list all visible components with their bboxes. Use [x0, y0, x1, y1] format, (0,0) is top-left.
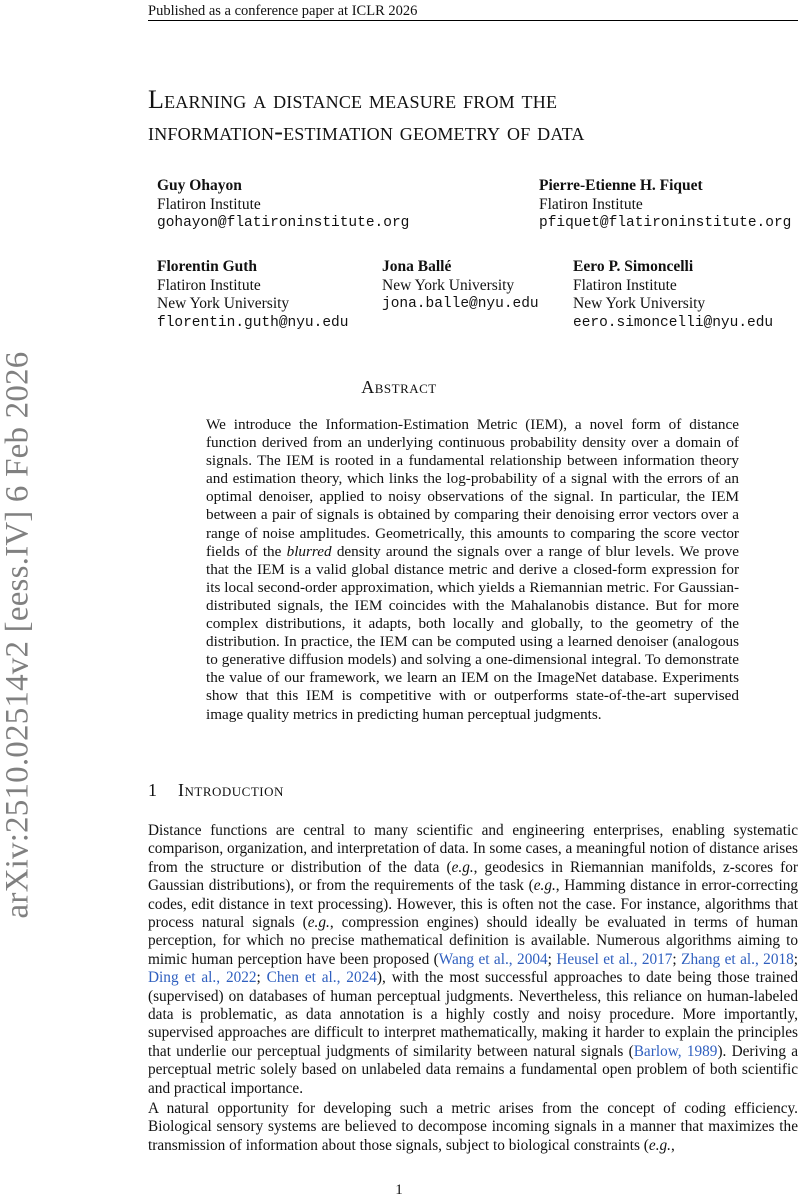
- author-affiliation: Flatiron Institute: [157, 195, 261, 213]
- citation-link[interactable]: Zhang et al., 2018: [681, 950, 794, 968]
- citation-link[interactable]: Chen et al., 2024: [266, 969, 377, 987]
- citation-link[interactable]: Ding et al., 2022: [148, 969, 257, 987]
- author-name: Eero P. Simoncelli: [573, 258, 694, 275]
- conference-header: Published as a conference paper at ICLR 2026: [148, 3, 418, 19]
- author-affiliation-2: New York University: [157, 295, 290, 312]
- arxiv-identifier: arXiv:2510.02514v2 [eess.IV] 6 Feb 2026: [0, 351, 36, 919]
- header-rule: [148, 20, 798, 21]
- author-email[interactable]: jona.balle@nyu.edu: [382, 296, 539, 312]
- author-block: [382, 258, 539, 314]
- author-email[interactable]: florentin.guth@nyu.edu: [157, 314, 349, 331]
- section-title: Introduction: [178, 780, 284, 800]
- author-name: Guy Ohayon: [157, 177, 242, 194]
- section-heading: [148, 780, 284, 800]
- arxiv-sidebar: [0, 0, 36, 1200]
- abstract-heading: Abstract: [361, 377, 437, 397]
- intro-paragraph-1: Distance functions are central to many scientific and engineering enterprises, enabling systematic comparison, organization, and interpretation of data. In some cases, a meaningful notion of distance arises from the structure or distribution of the data (e.g., geodesics in Riemannian manifolds, z-scores for Gaussian distributions), or from the requirements of the task (e.g., Hamming distance in error-correcting codes, edit distance in text processing). However, this is often not the case. For instance, algorithms that process natural signals (e.g., compression engines) should ideally be evaluated in terms of human perception, for which no precise mathematical definition is available. Numerous algorithms aiming to mimic human perception have been proposed (Wang et al., 2004; Heusel et al., 2017; Zhang et al., 2018; Ding et al., 2022; Chen et al., 2024), with the most successful approaches to date being those trained (supervised) on databases of human perceptual judgments. Nevertheless, this reliance on human-labeled data is problematic, as data annotation is a highly costly and noisy procedure. More importantly, supervised approaches are difficult to interpret mathematically, making it harder to explain the principles that underlie our perceptual judgments of similarity between natural signals (Barlow, 1989). Deriving a perceptual metric solely based on unlabeled data remains a fundamental open problem of both scientific and practical importance.: [148, 822, 798, 1097]
- author-block: [157, 177, 409, 233]
- section-number: 1: [148, 780, 157, 800]
- author-name: Pierre-Etienne H. Fiquet: [539, 177, 703, 194]
- paper-title: [148, 84, 768, 148]
- author-affiliation: Flatiron Institute: [157, 276, 261, 294]
- citation-link[interactable]: Wang et al., 2004: [438, 950, 548, 968]
- citation-link[interactable]: Barlow, 1989: [633, 1042, 718, 1060]
- title-line-1: Learning a distance measure from the: [148, 85, 558, 114]
- author-block: [573, 258, 773, 332]
- author-block: [539, 177, 791, 233]
- author-email[interactable]: gohayon@flatironinstitute.org: [157, 215, 410, 231]
- citation-link[interactable]: Heusel et al., 2017: [556, 950, 673, 968]
- author-block: [157, 258, 348, 332]
- author-affiliation: Flatiron Institute: [539, 195, 643, 213]
- author-name: Jona Ballé: [382, 258, 452, 275]
- author-affiliation: Flatiron Institute: [573, 276, 677, 294]
- author-affiliation: New York University: [382, 276, 515, 294]
- author-email[interactable]: eero.simoncelli@nyu.edu: [573, 314, 774, 331]
- page-number: 1: [395, 1182, 403, 1198]
- author-email[interactable]: pfiquet@flatironinstitute.org: [539, 215, 792, 231]
- title-line-2: information-estimation geometry of data: [148, 117, 585, 146]
- author-name: Florentin Guth: [157, 258, 258, 275]
- abstract-body: We introduce the Information-Estimation Metric (IEM), a novel form of distance function derived from an underlying continuous probability density over a domain of signals. The IEM is rooted in a fundamental relationship between information theory and estimation theory, which links the log-probability of a signal with the errors of an optimal denoiser, applied to noisy observations of the signal. In particular, the IEM between a pair of signals is obtained by comparing their denoising error vectors over a range of noise amplitudes. Geometrically, this amounts to comparing the score vector fields of the blurred density around the signals over a range of blur levels. We prove that the IEM is a valid global distance metric and derive a closed-form expression for its local second-order approximation, which yields a Riemannian metric. For Gaussian-distributed signals, the IEM coincides with the Mahalanobis distance. But for more complex distributions, it adapts, both locally and globally, to the geometry of the distribution. In practice, the IEM can be computed using a learned denoiser (analogous to generative diffusion models) and solving a one-dimensional integral. To demonstrate the value of our framework, we learn an IEM on the ImageNet database. Experiments show that this IEM is competitive with or outperforms state-of-the-art supervised image quality metrics in predicting human perceptual judgments.: [206, 416, 739, 723]
- author-affiliation-2: New York University: [573, 295, 706, 312]
- intro-paragraph-2: A natural opportunity for developing such a metric arises from the concept of coding efficiency. Biological sensory systems are believed to decompose incoming signals in a manner that maximizes the transmission of information about those signals, subject to biological constraints (e.g.,: [148, 1100, 798, 1154]
- emphasis: blurred: [286, 542, 332, 560]
